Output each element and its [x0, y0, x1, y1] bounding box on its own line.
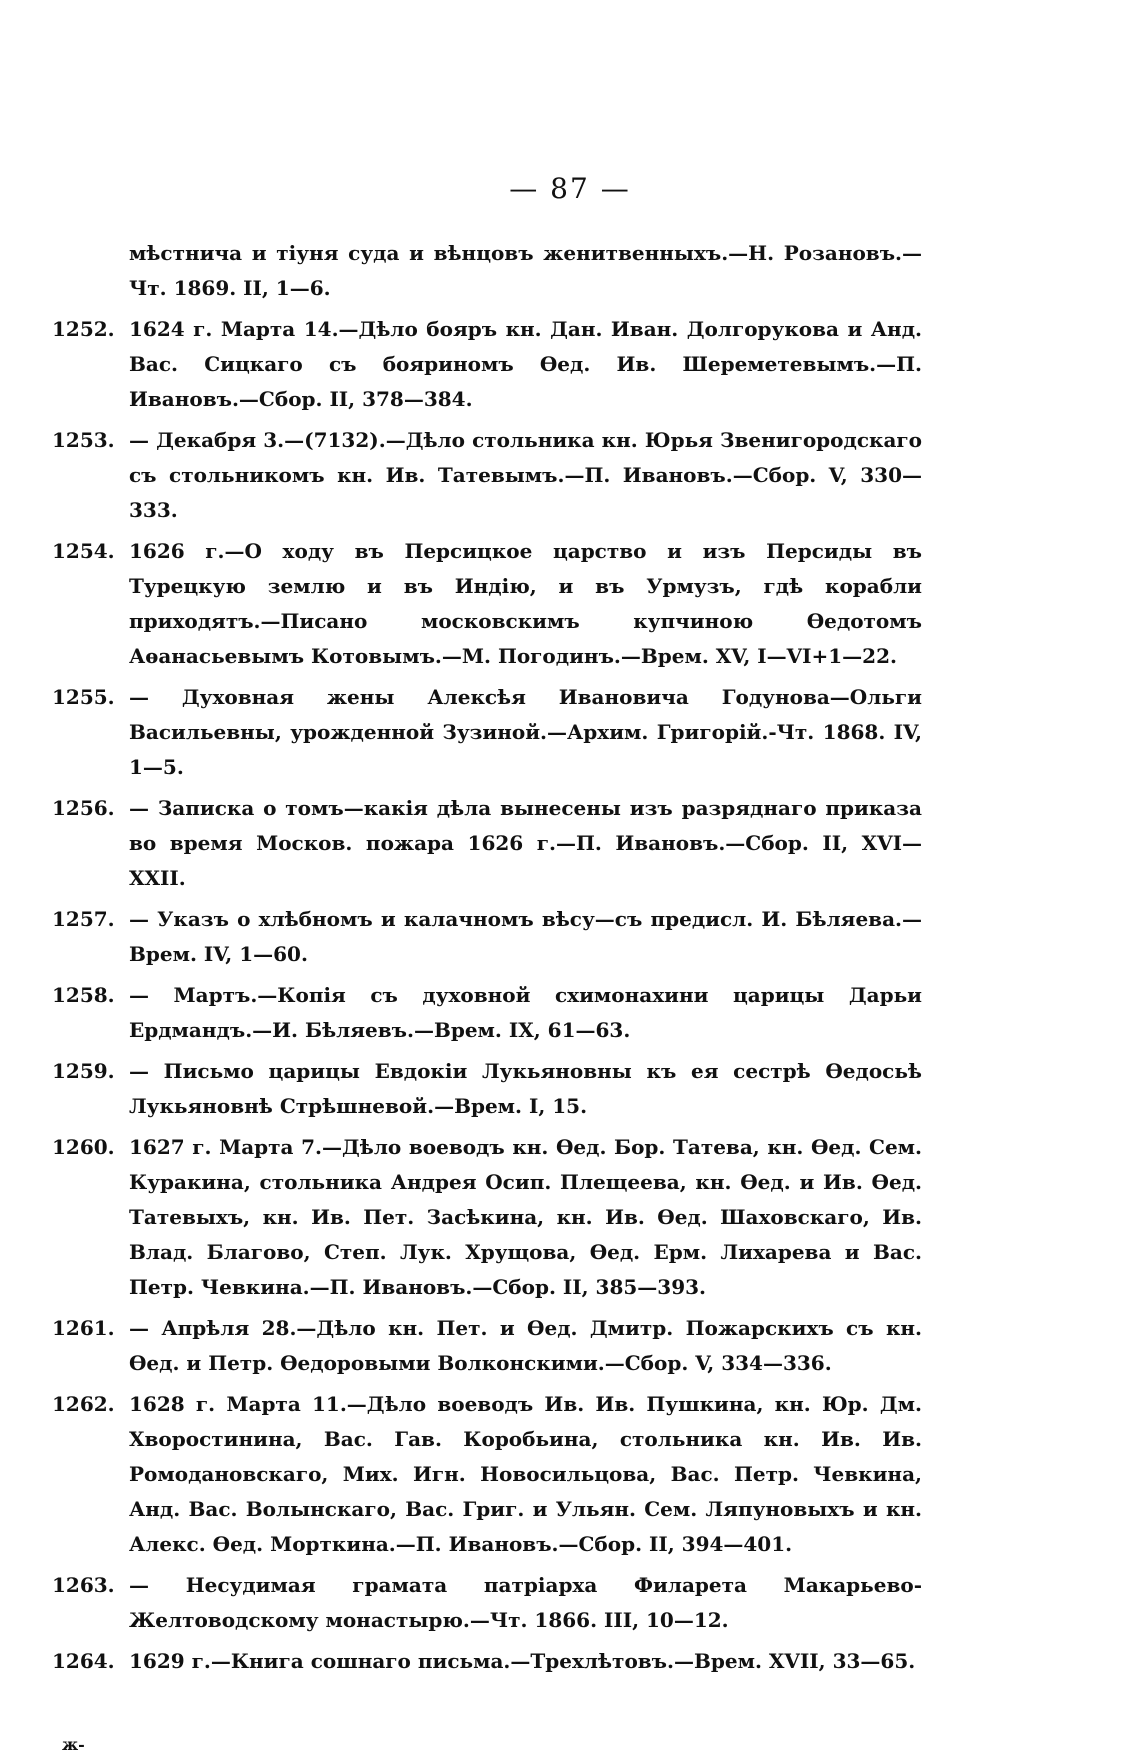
list-item	[52, 791, 922, 896]
entry-text: — Указъ о хлѣбномъ и калачномъ вѣсу—съ предисл. И. Бѣляева.—Врем. IV, 1—60.	[129, 907, 922, 966]
entry-text: 1627 г. Марта 7.—Дѣло воеводъ кн. Ѳед. Бор. Татева, кн. Ѳед. Сем. Куракина, стольника Андрея Осип. Плещеева, кн. Ѳед. и Ив. Ѳед. Татевыхъ, кн. Ив. Пет. Засѣкина, кн. Ив. Ѳед. Шаховскаго, Ив. Влад. Благово, Степ. Лук. Хрущова, Ѳед. Ерм. Лихарева и Вас. Петр. Чевкина.—П. Ивановъ.—Сбор. II, 385—393.	[129, 1135, 922, 1299]
bibliography-list	[52, 236, 922, 1685]
entry-number: 1259.	[52, 1059, 115, 1083]
entry-number: 1257.	[52, 907, 115, 931]
entry-text: — Записка о томъ—какія дѣла вынесены изъ разряднаго приказа во время Москов. пожара 1626 г.—П. Ивановъ.—Сбор. II, XVI—XXII.	[129, 796, 922, 890]
entry-text: мѣстнича и тіуня суда и вѣнцовъ женитвенныхъ.—Н. Розановъ.—Чт. 1869. II, 1—6.	[129, 241, 922, 300]
entry-number: 1255.	[52, 685, 115, 709]
list-item	[52, 236, 922, 306]
entry-number: 1264.	[52, 1649, 115, 1673]
list-item	[52, 1644, 922, 1679]
entry-number: 1258.	[52, 983, 115, 1007]
list-item	[52, 1311, 922, 1381]
entry-text: — Мартъ.—Копія съ духовной схимонахини царицы Дарьи Ердмандъ.—И. Бѣляевъ.—Врем. IX, 61—63.	[129, 983, 922, 1042]
list-item	[52, 1130, 922, 1305]
entry-text: 1629 г.—Книга сошнаго письма.—Трехлѣтовъ.—Врем. XVII, 33—65.	[129, 1649, 916, 1673]
entry-text: — Апрѣля 28.—Дѣло кн. Пет. и Ѳед. Дмитр. Пожарскихъ съ кн. Ѳед. и Петр. Ѳедоровыми Волконскими.—Сбор. V, 334—336.	[129, 1316, 922, 1375]
entry-number: 1260.	[52, 1135, 115, 1159]
list-item	[52, 680, 922, 785]
entry-text: — Духовная жены Алексѣя Ивановича Годунова—Ольги Васильевны, урожденной Зузиной.—Архим. Григорій.-Чт. 1868. IV, 1—5.	[129, 685, 922, 779]
entry-text: — Несудимая грамата патріарха Филарета Макарьево-Желтоводскому монастырю.—Чт. 1866. III, 10—12.	[129, 1573, 922, 1632]
entry-number: 1252.	[52, 317, 115, 341]
footer-mark: ж-	[62, 1735, 85, 1754]
page-number: — 87 —	[509, 172, 631, 205]
entry-text: 1624 г. Марта 14.—Дѣло бояръ кн. Дан. Иван. Долгорукова и Анд. Вас. Сицкаго съ бояриномъ Ѳед. Ив. Шереметевымъ.—П. Ивановъ.—Сбор. II, 378—384.	[129, 317, 922, 411]
entry-number: 1263.	[52, 1573, 115, 1597]
list-item	[52, 423, 922, 528]
entry-number: 1262.	[52, 1392, 115, 1416]
list-item	[52, 534, 922, 674]
entry-text: — Письмо царицы Евдокіи Лукьяновны къ ея сестрѣ Ѳедосьѣ Лукьяновнѣ Стрѣшневой.—Врем. I, 15.	[129, 1059, 922, 1118]
entry-text: — Декабря 3.—(7132).—Дѣло стольника кн. Юрья Звенигородскаго съ стольникомъ кн. Ив. Татевымъ.—П. Ивановъ.—Сбор. V, 330—333.	[129, 428, 922, 522]
entry-text: 1626 г.—О ходу въ Персицкое царство и изъ Персиды въ Турецкую землю и въ Индію, и въ Урмузъ, гдѣ корабли приходятъ.—Писано московскимъ купчиною Ѳедотомъ Аѳанасьевымъ Котовымъ.—М. Погодинъ.—Врем. XV, I—VI+1—22.	[129, 539, 922, 668]
entry-number: 1254.	[52, 539, 115, 563]
list-item	[52, 1387, 922, 1562]
entry-number: 1261.	[52, 1316, 115, 1340]
list-item	[52, 902, 922, 972]
list-item	[52, 1568, 922, 1638]
entry-text: 1628 г. Марта 11.—Дѣло воеводъ Ив. Ив. Пушкина, кн. Юр. Дм. Хворостинина, Вас. Гав. Коробьина, стольника кн. Ив. Ив. Ромодановскаго, Мих. Игн. Новосильцова, Вас. Петр. Чевкина, Анд. Вас. Волынскаго, Вас. Григ. и Ульян. Сем. Ляпуновыхъ и кн. Алекс. Ѳед. Морткина.—П. Ивановъ.—Сбор. II, 394—401.	[129, 1392, 922, 1556]
list-item	[52, 1054, 922, 1124]
list-item	[52, 312, 922, 417]
list-item	[52, 978, 922, 1048]
entry-number: 1253.	[52, 428, 115, 452]
entry-number: 1256.	[52, 796, 115, 820]
